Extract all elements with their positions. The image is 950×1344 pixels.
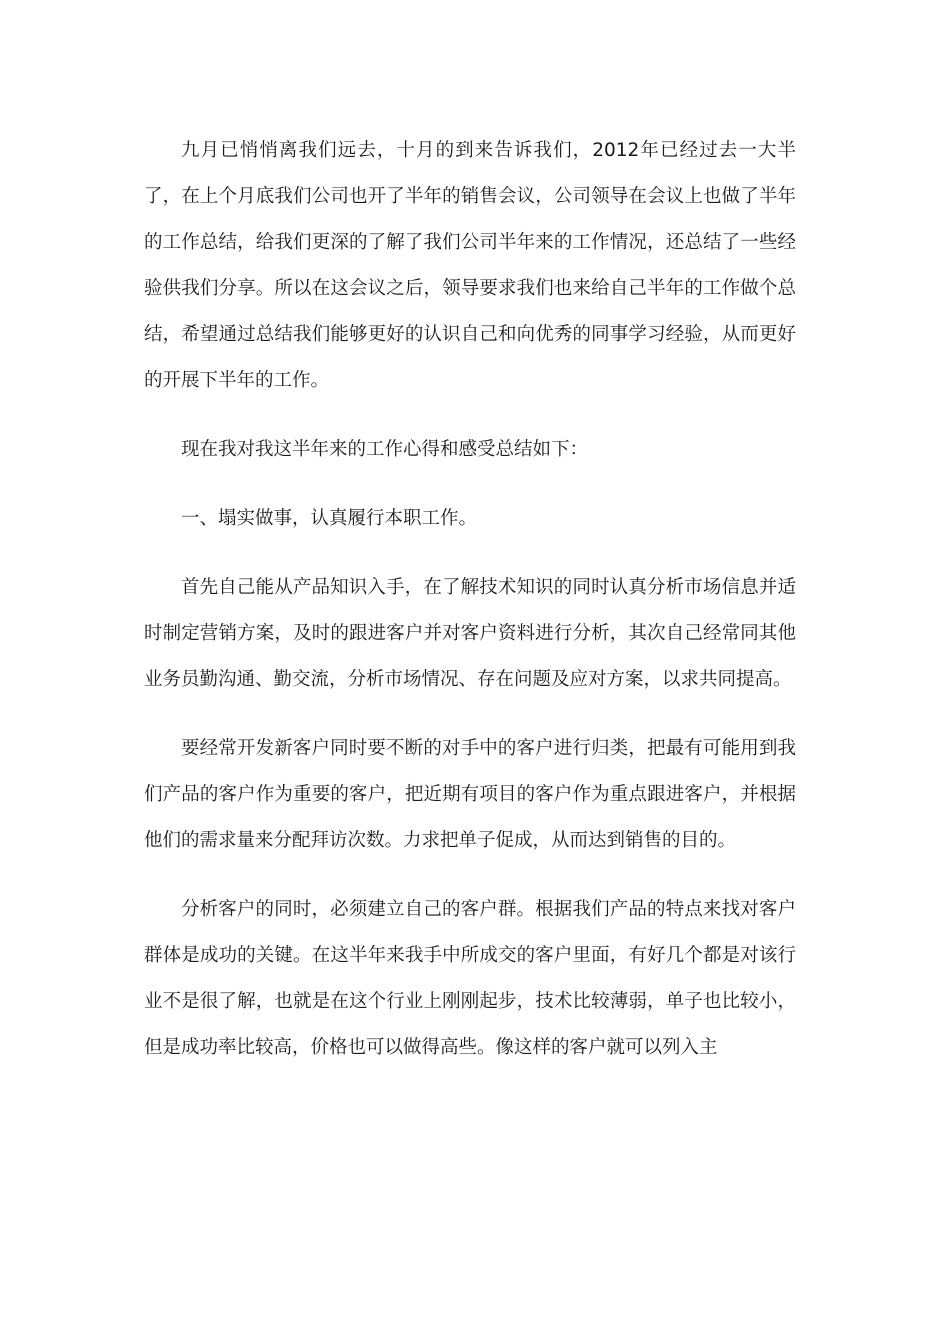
section-heading-1: 一、塌实做事，认真履行本职工作。	[181, 508, 478, 529]
paragraph-product-knowledge: 首先自己能从产品知识入手，在了解技术知识的同时认真分析市场信息并适时制定营销方案，及时的跟进客户并对客户资料进行分析，其次自己经常同其他业务员勤沟通、勤交流，分析市场情况、存在问题及应对方案，以求共同提高。	[144, 577, 796, 690]
paragraph-intro: 九月已悄悄离我们远去，十月的到来告诉我们，2012年已经过去一大半了，在上个月底我们公司也开了半年的销售会议，公司领导在会议上也做了半年的工作总结，给我们更深的了解了我们公司半年来的工作情况，还总结了一些经验供我们分享。所以在这会议之后，领导要求我们也来给自己半年的工作做个总结，希望通过总结我们能够更好的认识自己和向优秀的同事学习经验，从而更好的开展下半年的工作。	[144, 140, 796, 391]
paragraph-new-customers: 要经常开发新客户同时要不断的对手中的客户进行归类，把最有可能用到我们产品的客户作为重要的客户，把近期有项目的客户作为重点跟进客户，并根据他们的需求量来分配拜访次数。力求把单子促成，从而达到销售的目的。	[144, 738, 796, 851]
paragraph-customer-group: 分析客户的同时，必须建立自己的客户群。根据我们产品的特点来找对客户群体是成功的关键。在这半年来我手中所成交的客户里面，有好几个都是对该行业不是很了解，也就是在这个行业上刚刚起步，技术比较薄弱，单子也比较小，但是成功率比较高，价格也可以做得高些。像这样的客户就可以列入主	[144, 899, 796, 1058]
document-body	[144, 128, 796, 1071]
paragraph-summary-lead: 现在我对我这半年来的工作心得和感受总结如下：	[181, 439, 589, 460]
